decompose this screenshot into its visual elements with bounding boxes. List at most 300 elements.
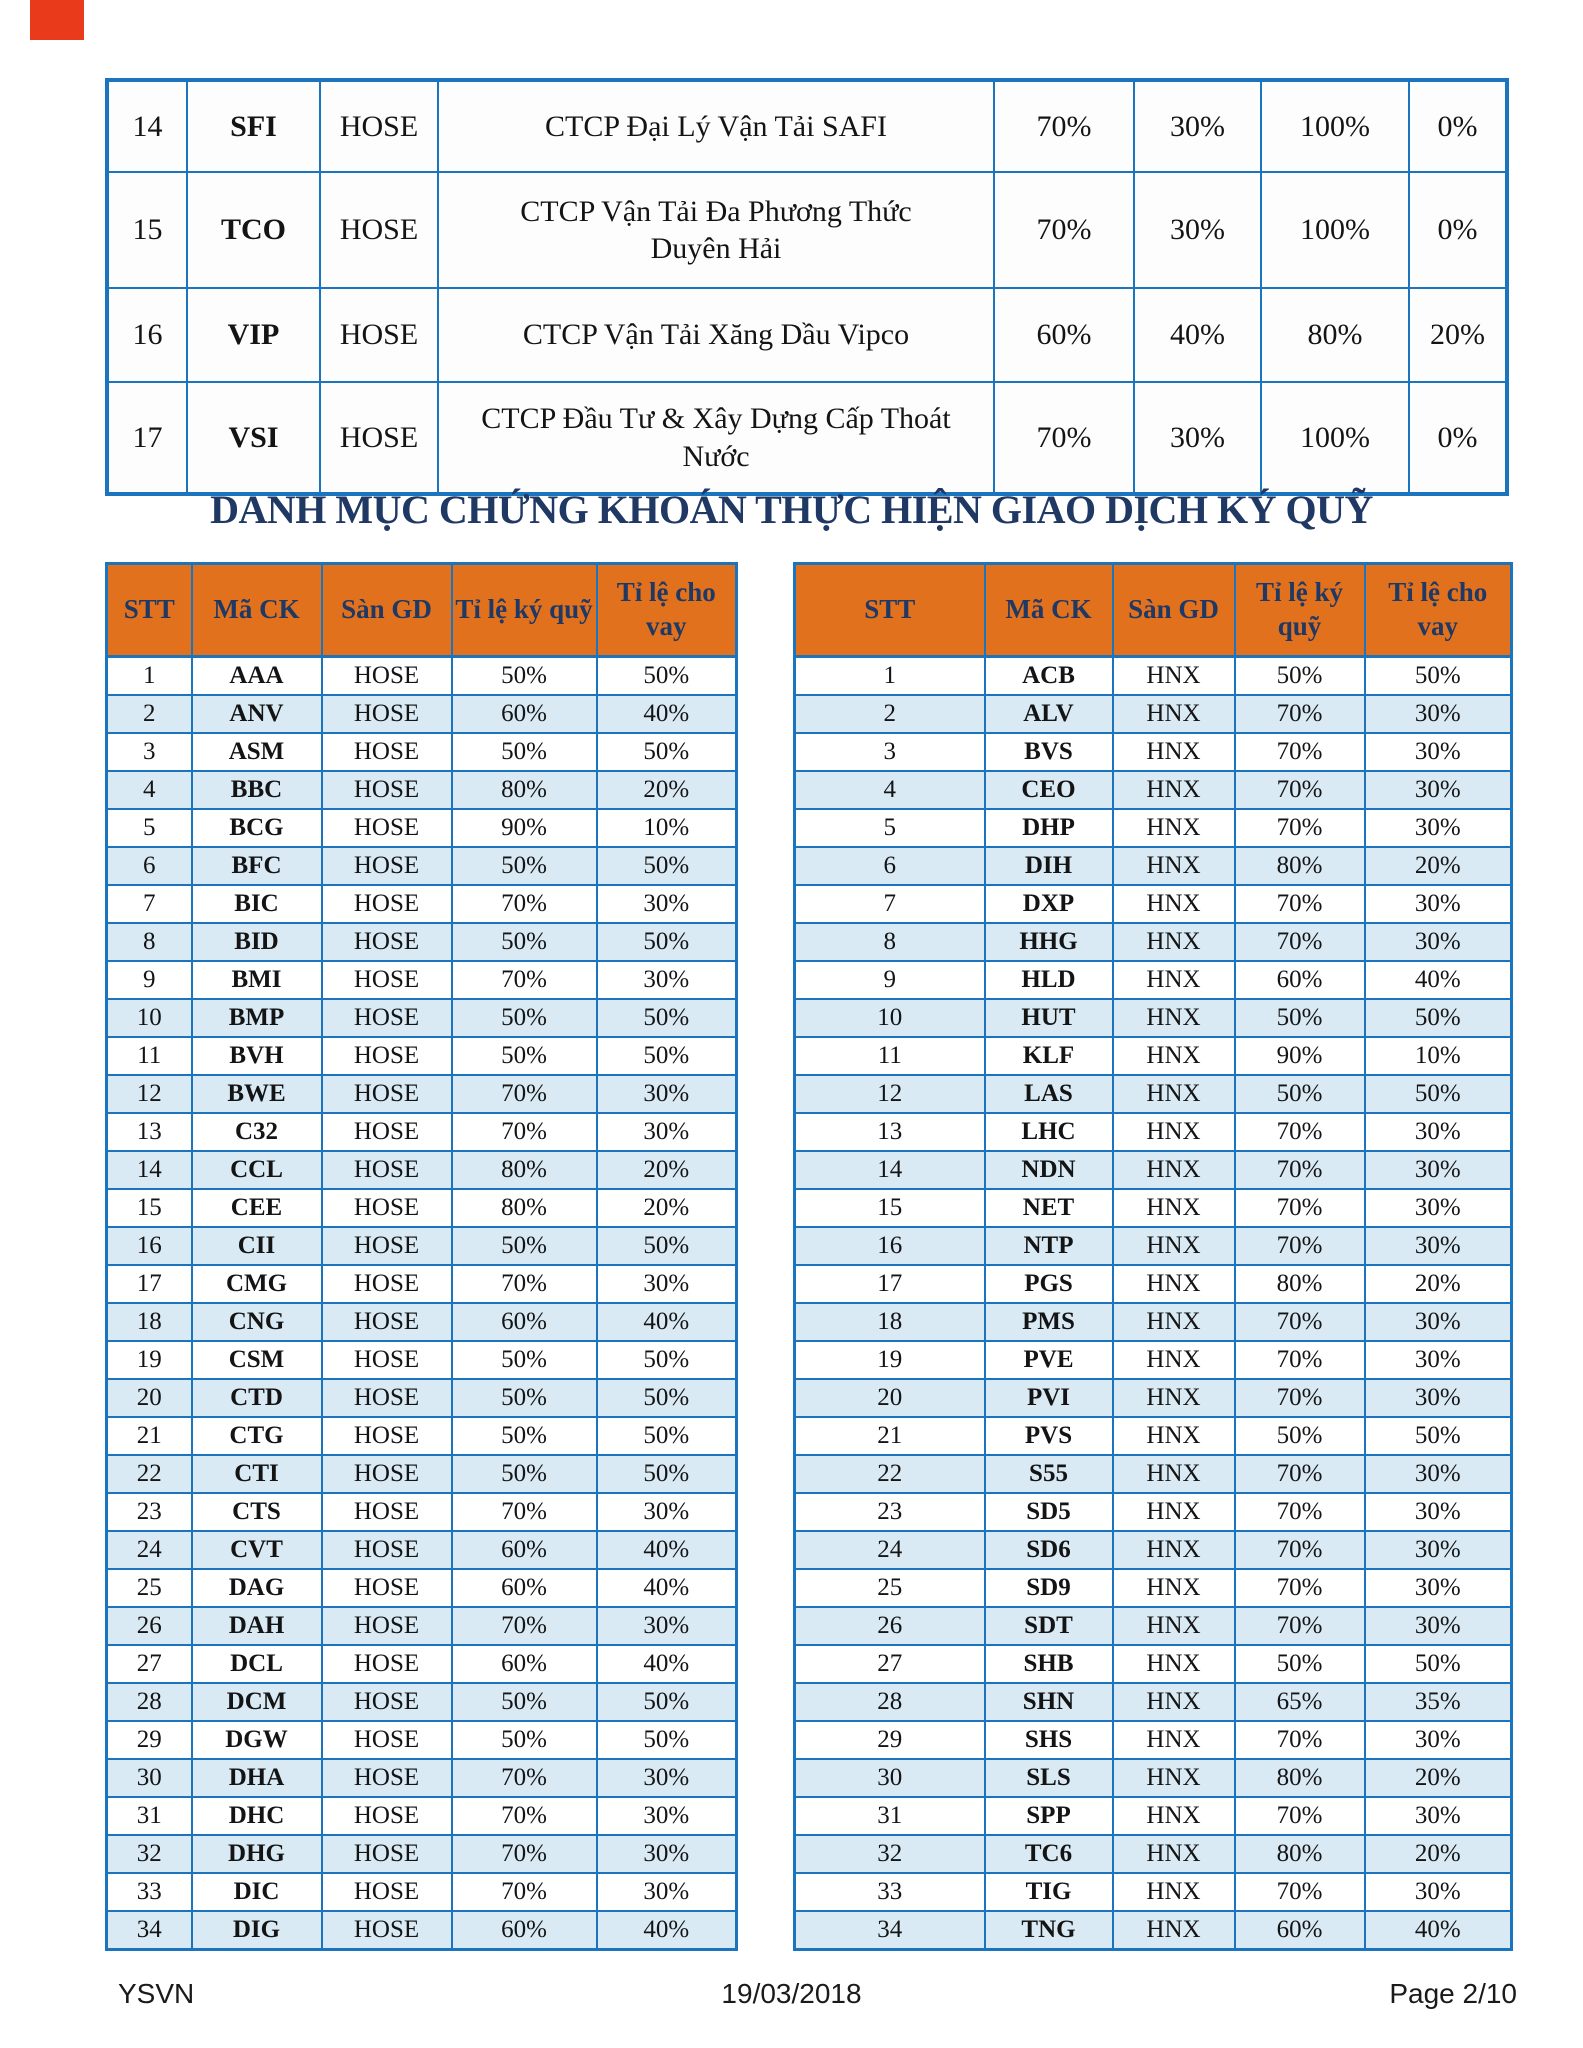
margin-ratio-cell: 50% (452, 999, 597, 1037)
header-row (795, 564, 1512, 657)
exchange-cell: HNX (1113, 1379, 1235, 1417)
col-header-loan-ratio: Tỉ lệ cho vay (1365, 564, 1512, 657)
stt-cell: 4 (107, 771, 192, 809)
loan-ratio-cell: 30% (1365, 1189, 1512, 1227)
stt-cell: 16 (107, 288, 187, 382)
table-row (107, 1379, 737, 1417)
exchange-cell: HNX (1113, 1721, 1235, 1759)
margin-ratio-cell: 50% (452, 1683, 597, 1721)
stt-cell: 27 (107, 1645, 192, 1683)
table-row (107, 1037, 737, 1075)
margin-ratio-cell: 70% (1235, 1227, 1365, 1265)
margin-ratio-cell: 50% (1235, 1417, 1365, 1455)
stock-code-cell: DXP (985, 885, 1113, 923)
stock-code-cell: CTD (192, 1379, 322, 1417)
stt-cell: 34 (795, 1911, 985, 1950)
loan-ratio-cell: 30% (597, 961, 737, 999)
loan-ratio-cell: 30% (1365, 695, 1512, 733)
margin-ratio-cell: 70% (1235, 771, 1365, 809)
table-row (795, 1075, 1512, 1113)
margin-ratio-cell: 70% (1235, 1455, 1365, 1493)
loan-ratio-cell: 50% (597, 999, 737, 1037)
stt-cell: 17 (107, 1265, 192, 1303)
margin-ratio-cell: 70% (452, 885, 597, 923)
table-row (107, 1531, 737, 1569)
table-row (795, 1417, 1512, 1455)
stock-code-cell: SD9 (985, 1569, 1113, 1607)
col-header-stt: STT (795, 564, 985, 657)
stock-code-cell: TNG (985, 1911, 1113, 1950)
margin-ratio-cell: 65% (1235, 1683, 1365, 1721)
col-header-loan-ratio: Tỉ lệ cho vay (597, 564, 737, 657)
stt-cell: 24 (795, 1531, 985, 1569)
stt-cell: 5 (795, 809, 985, 847)
margin-ratio-cell: 70% (1235, 1151, 1365, 1189)
table-row (795, 1569, 1512, 1607)
loan-ratio-cell: 50% (597, 1379, 737, 1417)
margin-ratio-cell: 80% (1235, 1835, 1365, 1873)
table-row (107, 923, 737, 961)
exchange-cell: HOSE (322, 1379, 452, 1417)
col-header-margin-ratio: Tỉ lệ ký quỹ (452, 564, 597, 657)
loan-ratio-cell: 40% (597, 1569, 737, 1607)
loan-ratio-cell: 50% (597, 1455, 737, 1493)
stt-cell: 15 (107, 172, 187, 288)
stt-cell: 22 (107, 1455, 192, 1493)
securities-continuation-table (105, 78, 1509, 496)
exchange-cell: HNX (1113, 1531, 1235, 1569)
table-row (107, 1455, 737, 1493)
stock-code-cell: S55 (985, 1455, 1113, 1493)
exchange-cell: HNX (1113, 1645, 1235, 1683)
stt-cell: 13 (795, 1113, 985, 1151)
loan-ratio-cell: 30% (1365, 1379, 1512, 1417)
stt-cell: 20 (795, 1379, 985, 1417)
stock-code-cell: CCL (192, 1151, 322, 1189)
loan-ratio-cell: 30% (597, 1873, 737, 1911)
stt-cell: 33 (107, 1873, 192, 1911)
col-header-stt: STT (107, 564, 192, 657)
loan-ratio-cell: 40% (597, 1911, 737, 1950)
stt-cell: 19 (795, 1341, 985, 1379)
stt-cell: 10 (107, 999, 192, 1037)
loan-ratio-cell: 30% (1365, 1113, 1512, 1151)
loan-ratio-cell: 30% (1134, 80, 1261, 172)
stt-cell: 16 (107, 1227, 192, 1265)
margin-ratio-cell: 70% (452, 1075, 597, 1113)
stock-code-cell: KLF (985, 1037, 1113, 1075)
loan-ratio-cell: 30% (1365, 1455, 1512, 1493)
exchange-cell: HNX (1113, 1873, 1235, 1911)
margin-ratio-cell: 50% (452, 923, 597, 961)
ratio4-cell: 20% (1409, 288, 1507, 382)
exchange-cell: HOSE (322, 1075, 452, 1113)
table-row (795, 1227, 1512, 1265)
loan-ratio-cell: 30% (597, 1607, 737, 1645)
margin-ratio-cell: 60% (1235, 1911, 1365, 1950)
loan-ratio-cell: 50% (597, 847, 737, 885)
red-corner-mark (30, 0, 84, 40)
table-row (107, 1873, 737, 1911)
stt-cell: 25 (107, 1569, 192, 1607)
margin-ratio-cell: 60% (452, 1303, 597, 1341)
margin-ratio-cell: 90% (1235, 1037, 1365, 1075)
stt-cell: 21 (795, 1417, 985, 1455)
stock-code-cell: PVE (985, 1341, 1113, 1379)
exchange-cell: HNX (1113, 1341, 1235, 1379)
exchange-cell: HOSE (322, 1493, 452, 1531)
footer-company: YSVN (118, 1978, 195, 2009)
stock-code-cell: BMP (192, 999, 322, 1037)
margin-ratio-cell: 60% (1235, 961, 1365, 999)
table-row (107, 1075, 737, 1113)
loan-ratio-cell: 50% (1365, 1645, 1512, 1683)
exchange-cell: HOSE (322, 1341, 452, 1379)
table-row (795, 695, 1512, 733)
stt-cell: 7 (107, 885, 192, 923)
exchange-cell: HOSE (322, 1037, 452, 1075)
stock-code-cell: SD5 (985, 1493, 1113, 1531)
loan-ratio-cell: 50% (597, 1721, 737, 1759)
stt-cell: 8 (107, 923, 192, 961)
margin-ratio-cell: 80% (452, 1151, 597, 1189)
table-row (795, 1607, 1512, 1645)
table-row (795, 809, 1512, 847)
exchange-cell: HNX (1113, 1189, 1235, 1227)
stock-code-cell: VSI (187, 382, 320, 494)
exchange-cell: HNX (1113, 1835, 1235, 1873)
loan-ratio-cell: 30% (1365, 885, 1512, 923)
stock-code-cell: ASM (192, 733, 322, 771)
stock-code-cell: SPP (985, 1797, 1113, 1835)
stock-code-cell: BVS (985, 733, 1113, 771)
stt-cell: 32 (107, 1835, 192, 1873)
loan-ratio-cell: 30% (1365, 1797, 1512, 1835)
margin-ratio-cell: 50% (452, 1417, 597, 1455)
loan-ratio-cell: 50% (597, 1683, 737, 1721)
margin-ratio-cell: 60% (452, 695, 597, 733)
loan-ratio-cell: 30% (597, 1265, 737, 1303)
loan-ratio-cell: 30% (1365, 1721, 1512, 1759)
exchange-cell: HNX (1113, 885, 1235, 923)
col-header-margin-ratio: Tỉ lệ ký quỹ (1235, 564, 1365, 657)
margin-ratio-cell: 70% (1235, 1189, 1365, 1227)
stock-code-cell: NDN (985, 1151, 1113, 1189)
loan-ratio-cell: 50% (597, 1341, 737, 1379)
loan-ratio-cell: 30% (597, 885, 737, 923)
ratio4-cell: 0% (1409, 80, 1507, 172)
table-row (795, 885, 1512, 923)
margin-ratio-cell: 70% (452, 1493, 597, 1531)
stock-code-cell: DIG (192, 1911, 322, 1950)
exchange-cell: HOSE (322, 923, 452, 961)
stt-cell: 27 (795, 1645, 985, 1683)
exchange-cell: HOSE (322, 1683, 452, 1721)
table-row (107, 382, 1507, 494)
stt-cell: 32 (795, 1835, 985, 1873)
stt-cell: 17 (795, 1265, 985, 1303)
stock-code-cell: DIC (192, 1873, 322, 1911)
stt-cell: 25 (795, 1569, 985, 1607)
table-row (795, 1683, 1512, 1721)
exchange-cell: HOSE (322, 885, 452, 923)
col-header-exchange: Sàn GD (322, 564, 452, 657)
margin-ratio-cell: 70% (1235, 1569, 1365, 1607)
margin-ratio-cell: 60% (452, 1531, 597, 1569)
stt-cell: 11 (795, 1037, 985, 1075)
stock-code-cell: SDT (985, 1607, 1113, 1645)
margin-table-hose (105, 562, 738, 1951)
table-row (107, 809, 737, 847)
table-row (107, 1569, 737, 1607)
stock-code-cell: DHP (985, 809, 1113, 847)
stt-cell: 29 (107, 1721, 192, 1759)
stock-code-cell: ANV (192, 695, 322, 733)
loan-ratio-cell: 30% (597, 1759, 737, 1797)
stock-code-cell: BCG (192, 809, 322, 847)
table-row (107, 1303, 737, 1341)
loan-ratio-cell: 30% (1365, 809, 1512, 847)
loan-ratio-cell: 30% (1365, 1569, 1512, 1607)
margin-ratio-cell: 70% (1235, 1721, 1365, 1759)
company-name-cell: CTCP Vận Tải Đa Phương Thức Duyên Hải (438, 172, 994, 288)
table-row (795, 1189, 1512, 1227)
stock-code-cell: TC6 (985, 1835, 1113, 1873)
exchange-cell: HNX (1113, 809, 1235, 847)
loan-ratio-cell: 20% (1365, 1265, 1512, 1303)
exchange-cell: HOSE (322, 1759, 452, 1797)
col-header-code: Mã CK (192, 564, 322, 657)
margin-ratio-cell: 70% (452, 1835, 597, 1873)
margin-ratio-cell: 80% (1235, 847, 1365, 885)
stock-code-cell: CTI (192, 1455, 322, 1493)
exchange-cell: HOSE (322, 1721, 452, 1759)
table-row (795, 1113, 1512, 1151)
loan-ratio-cell: 40% (1365, 961, 1512, 999)
stock-code-cell: ALV (985, 695, 1113, 733)
stock-code-cell: PVI (985, 1379, 1113, 1417)
ratio3-cell: 80% (1261, 288, 1409, 382)
stock-code-cell: SLS (985, 1759, 1113, 1797)
stt-cell: 1 (107, 657, 192, 696)
exchange-cell: HOSE (320, 382, 438, 494)
margin-ratio-cell: 50% (452, 847, 597, 885)
margin-ratio-cell: 50% (1235, 657, 1365, 696)
stock-code-cell: VIP (187, 288, 320, 382)
exchange-cell: HNX (1113, 1911, 1235, 1950)
loan-ratio-cell: 30% (1365, 1493, 1512, 1531)
margin-ratio-cell: 70% (1235, 1341, 1365, 1379)
stt-cell: 17 (107, 382, 187, 494)
table-row (795, 1531, 1512, 1569)
table-row (795, 1341, 1512, 1379)
table-row (795, 657, 1512, 696)
loan-ratio-cell: 50% (597, 657, 737, 696)
stt-cell: 34 (107, 1911, 192, 1950)
table-row (795, 1037, 1512, 1075)
table-row (107, 1721, 737, 1759)
table-row (795, 1797, 1512, 1835)
margin-ratio-cell: 70% (1235, 885, 1365, 923)
table-row (107, 1113, 737, 1151)
exchange-cell: HOSE (322, 1645, 452, 1683)
exchange-cell: HOSE (322, 809, 452, 847)
margin-ratio-cell: 70% (452, 1113, 597, 1151)
exchange-cell: HOSE (320, 288, 438, 382)
loan-ratio-cell: 40% (597, 1645, 737, 1683)
table-row (107, 1265, 737, 1303)
exchange-cell: HNX (1113, 999, 1235, 1037)
loan-ratio-cell: 30% (1134, 382, 1261, 494)
stock-code-cell: CEE (192, 1189, 322, 1227)
loan-ratio-cell: 40% (1365, 1911, 1512, 1950)
exchange-cell: HOSE (322, 1455, 452, 1493)
margin-table-hnx-body (795, 657, 1512, 1950)
loan-ratio-cell: 30% (597, 1113, 737, 1151)
loan-ratio-cell: 10% (597, 809, 737, 847)
stock-code-cell: DHC (192, 1797, 322, 1835)
table-row (795, 1911, 1512, 1950)
exchange-cell: HNX (1113, 1227, 1235, 1265)
table-row (107, 1835, 737, 1873)
stt-cell: 18 (795, 1303, 985, 1341)
stock-code-cell: SD6 (985, 1531, 1113, 1569)
stt-cell: 14 (107, 1151, 192, 1189)
stock-code-cell: CVT (192, 1531, 322, 1569)
exchange-cell: HOSE (322, 961, 452, 999)
exchange-cell: HOSE (320, 80, 438, 172)
stock-code-cell: AAA (192, 657, 322, 696)
ratio3-cell: 100% (1261, 172, 1409, 288)
table-row (795, 847, 1512, 885)
exchange-cell: HOSE (322, 1797, 452, 1835)
securities-continuation-table-body (107, 80, 1507, 494)
table-row (107, 80, 1507, 172)
exchange-cell: HNX (1113, 1151, 1235, 1189)
table-row (107, 771, 737, 809)
ratio3-cell: 100% (1261, 382, 1409, 494)
loan-ratio-cell: 30% (597, 1797, 737, 1835)
table-row (795, 1303, 1512, 1341)
table-row (795, 1493, 1512, 1531)
loan-ratio-cell: 10% (1365, 1037, 1512, 1075)
margin-ratio-cell: 50% (452, 657, 597, 696)
exchange-cell: HOSE (322, 1569, 452, 1607)
margin-ratio-cell: 70% (994, 80, 1134, 172)
stock-code-cell: PMS (985, 1303, 1113, 1341)
ratio4-cell: 0% (1409, 382, 1507, 494)
loan-ratio-cell: 30% (1365, 1151, 1512, 1189)
stock-code-cell: DAH (192, 1607, 322, 1645)
exchange-cell: HOSE (322, 1417, 452, 1455)
table-row (107, 1151, 737, 1189)
stock-code-cell: SFI (187, 80, 320, 172)
table-row (107, 1911, 737, 1950)
margin-table-hnx-header (795, 564, 1512, 657)
loan-ratio-cell: 20% (597, 771, 737, 809)
exchange-cell: HNX (1113, 1759, 1235, 1797)
margin-ratio-cell: 60% (452, 1569, 597, 1607)
loan-ratio-cell: 20% (1365, 1759, 1512, 1797)
stt-cell: 8 (795, 923, 985, 961)
margin-ratio-cell: 70% (1235, 1113, 1365, 1151)
stt-cell: 10 (795, 999, 985, 1037)
exchange-cell: HOSE (322, 1531, 452, 1569)
margin-ratio-cell: 70% (1235, 695, 1365, 733)
loan-ratio-cell: 30% (1365, 1607, 1512, 1645)
margin-ratio-cell: 50% (452, 1341, 597, 1379)
table-row (795, 1265, 1512, 1303)
table-row (107, 885, 737, 923)
stock-code-cell: BID (192, 923, 322, 961)
loan-ratio-cell: 40% (597, 1531, 737, 1569)
loan-ratio-cell: 50% (597, 923, 737, 961)
exchange-cell: HNX (1113, 1113, 1235, 1151)
table-row (107, 1683, 737, 1721)
exchange-cell: HOSE (322, 657, 452, 696)
margin-ratio-cell: 70% (1235, 809, 1365, 847)
col-header-exchange: Sàn GD (1113, 564, 1235, 657)
margin-ratio-cell: 50% (452, 1227, 597, 1265)
stock-code-cell: DHG (192, 1835, 322, 1873)
stock-code-cell: HHG (985, 923, 1113, 961)
exchange-cell: HOSE (322, 771, 452, 809)
stt-cell: 1 (795, 657, 985, 696)
stock-code-cell: BIC (192, 885, 322, 923)
stt-cell: 26 (795, 1607, 985, 1645)
stt-cell: 21 (107, 1417, 192, 1455)
loan-ratio-cell: 20% (597, 1189, 737, 1227)
stt-cell: 11 (107, 1037, 192, 1075)
stt-cell: 6 (795, 847, 985, 885)
stt-cell: 30 (795, 1759, 985, 1797)
table-row (795, 1379, 1512, 1417)
margin-ratio-cell: 60% (452, 1645, 597, 1683)
table-row (795, 923, 1512, 961)
margin-ratio-cell: 50% (452, 1379, 597, 1417)
loan-ratio-cell: 20% (597, 1151, 737, 1189)
exchange-cell: HNX (1113, 695, 1235, 733)
table-row (107, 1759, 737, 1797)
table-row (107, 961, 737, 999)
stock-code-cell: DGW (192, 1721, 322, 1759)
stock-code-cell: NET (985, 1189, 1113, 1227)
table-row (107, 1341, 737, 1379)
stock-code-cell: CNG (192, 1303, 322, 1341)
exchange-cell: HOSE (322, 847, 452, 885)
table-row (795, 999, 1512, 1037)
stock-code-cell: CSM (192, 1341, 322, 1379)
exchange-cell: HNX (1113, 1417, 1235, 1455)
stt-cell: 9 (107, 961, 192, 999)
margin-ratio-cell: 80% (1235, 1759, 1365, 1797)
table-row (107, 657, 737, 696)
header-row (107, 564, 737, 657)
stt-cell: 13 (107, 1113, 192, 1151)
stt-cell: 3 (107, 733, 192, 771)
exchange-cell: HOSE (322, 1873, 452, 1911)
table-row (795, 961, 1512, 999)
margin-ratio-cell: 70% (994, 382, 1134, 494)
loan-ratio-cell: 30% (1365, 923, 1512, 961)
loan-ratio-cell: 30% (1365, 1303, 1512, 1341)
margin-ratio-cell: 70% (994, 172, 1134, 288)
loan-ratio-cell: 20% (1365, 847, 1512, 885)
exchange-cell: HOSE (322, 1303, 452, 1341)
margin-ratio-cell: 70% (1235, 1379, 1365, 1417)
exchange-cell: HNX (1113, 1037, 1235, 1075)
margin-ratio-cell: 60% (452, 1911, 597, 1950)
